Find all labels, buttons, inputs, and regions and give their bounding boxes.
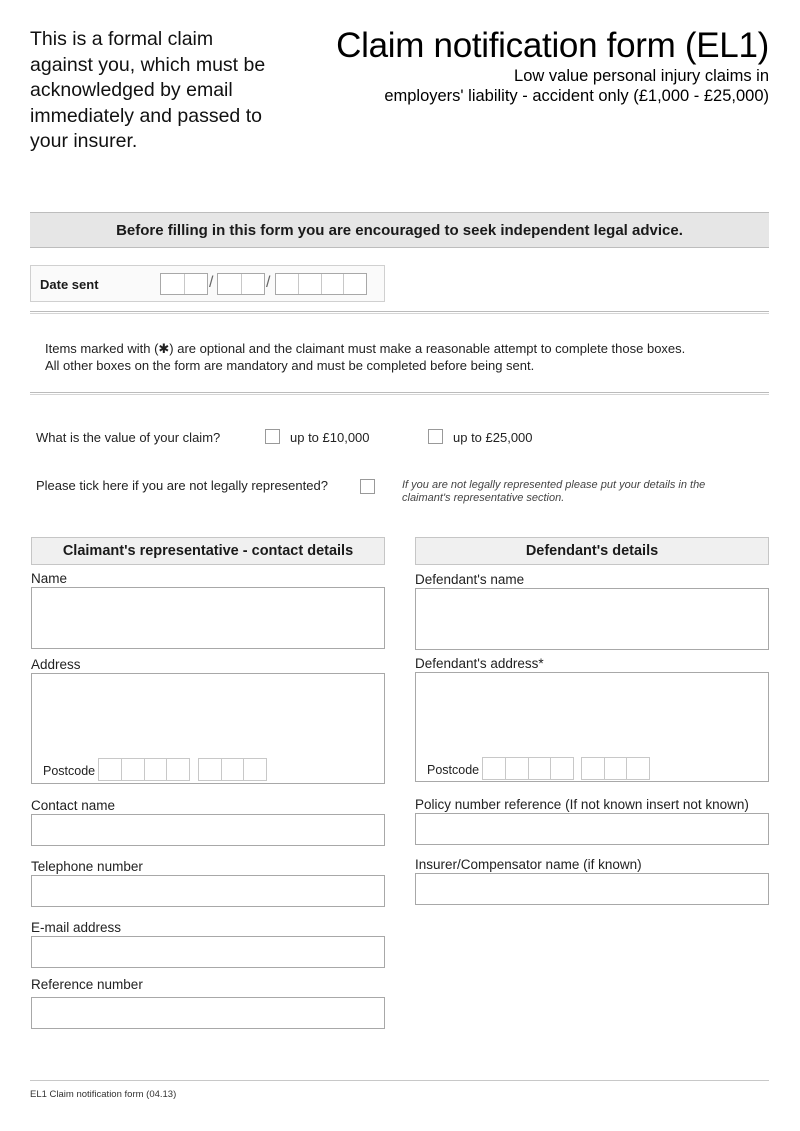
formal-claim-notice: This is a formal claim against you, which must be acknowledged by email immediately and passed to your insurer. xyxy=(30,28,266,152)
claim-value-25000-label: up to £25,000 xyxy=(453,430,533,445)
rep-email-label: E-mail address xyxy=(31,920,122,935)
defendant-postcode-outward-input[interactable] xyxy=(482,757,574,780)
subtitle-line-2: employers' liability - accident only (£1,000 - £25,000) xyxy=(384,87,769,105)
rep-address-label: Address xyxy=(31,657,81,672)
rep-contact-name-input[interactable] xyxy=(31,814,385,846)
not-represented-note: If you are not legally represented please put your details in the claimant's representative section. xyxy=(402,479,706,504)
defendant-heading: Defendant's details xyxy=(415,537,769,565)
date-month-input[interactable] xyxy=(217,273,265,295)
claim-value-10000-label: up to £10,000 xyxy=(290,430,370,445)
policy-number-label: Policy number reference (If not known insert not known) xyxy=(415,797,749,812)
footer-text: EL1 Claim notification form (04.13) xyxy=(30,1089,177,1100)
date-sent-row xyxy=(30,265,385,302)
instructions xyxy=(45,341,765,374)
rep-contact-name-label: Contact name xyxy=(31,798,116,813)
not-represented-checkbox[interactable] xyxy=(360,479,375,494)
rep-name-label: Name xyxy=(31,571,68,586)
date-separator: / xyxy=(209,274,214,291)
defendant-name-label: Defendant's name xyxy=(415,572,525,587)
legal-advice-banner: Before filling in this form you are encouraged to seek independent legal advice. xyxy=(30,212,769,248)
defendant-name-input[interactable] xyxy=(415,588,769,650)
rep-name-input[interactable] xyxy=(31,587,385,649)
subtitle-line-1: Low value personal injury claims in xyxy=(514,67,769,85)
insurer-name-label: Insurer/Compensator name (if known) xyxy=(415,857,642,872)
claimant-rep-heading: Claimant's representative - contact details xyxy=(31,537,385,565)
claim-value-10000-checkbox[interactable] xyxy=(265,429,280,444)
insurer-name-input[interactable] xyxy=(415,873,769,905)
instructions-line-2: All other boxes on the form are mandatory and must be completed before being sent. xyxy=(45,357,535,373)
claim-value-question: What is the value of your claim? xyxy=(36,430,221,445)
rep-telephone-label: Telephone number xyxy=(31,859,143,874)
form-title: Claim notification form (EL1) xyxy=(336,26,769,65)
defendant-address-label: Defendant's address* xyxy=(415,656,544,671)
date-sent-label: Date sent xyxy=(40,277,99,292)
instructions-line-1: Items marked with (✱) are optional and the claimant must make a reasonable attempt to complete those boxes. xyxy=(45,341,686,356)
not-represented-question: Please tick here if you are not legally represented? xyxy=(36,478,328,493)
date-year-input[interactable] xyxy=(275,273,367,295)
date-day-input[interactable] xyxy=(160,273,208,295)
policy-number-input[interactable] xyxy=(415,813,769,845)
form-subtitle xyxy=(384,66,769,106)
rep-telephone-input[interactable] xyxy=(31,875,385,907)
defendant-postcode-inward-input[interactable] xyxy=(581,757,650,780)
defendant-address-input[interactable] xyxy=(415,672,769,782)
rep-postcode-label: Postcode xyxy=(43,764,96,778)
footer-divider xyxy=(30,1080,769,1081)
rep-postcode-outward-input[interactable] xyxy=(98,758,190,781)
rep-email-input[interactable] xyxy=(31,936,385,968)
rep-reference-label: Reference number xyxy=(31,977,143,992)
rep-reference-input[interactable] xyxy=(31,997,385,1029)
defendant-postcode-label: Postcode xyxy=(427,763,480,777)
rep-postcode-inward-input[interactable] xyxy=(198,758,267,781)
claim-value-25000-checkbox[interactable] xyxy=(428,429,443,444)
rep-address-input[interactable] xyxy=(31,673,385,784)
divider xyxy=(30,311,769,314)
date-separator: / xyxy=(266,274,271,291)
divider xyxy=(30,392,769,395)
